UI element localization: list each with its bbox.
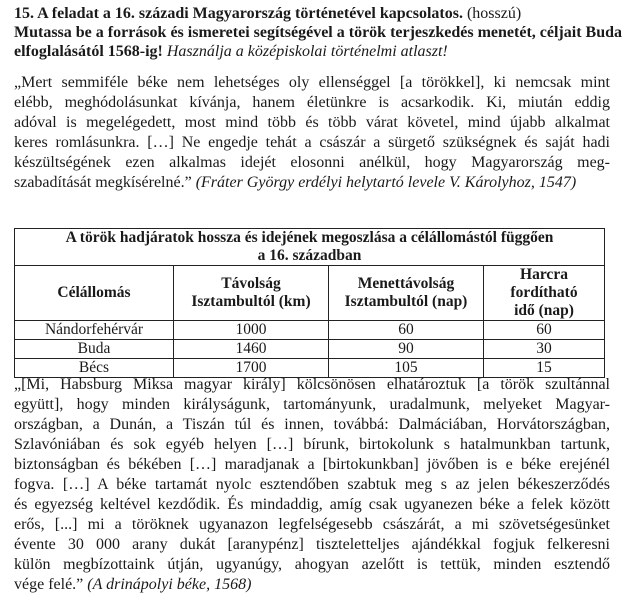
table-caption xyxy=(15,229,605,266)
source2-line: együtt], hogy minden királyságunk, tartományunk, uradalmunk, melyeket Magyar- xyxy=(14,396,610,413)
cell-march: 105 xyxy=(329,359,484,378)
header-destination-label: Célállomás xyxy=(57,284,131,301)
header-battle-l2: idő (nap) xyxy=(514,302,574,319)
source1-line: „Mert semmiféle béke nem lehetséges oly ellenséggel [a törökkel], ki nemcsak mint xyxy=(14,74,610,91)
header-battle-l1: Harcra fordítható xyxy=(510,266,578,301)
source2-last-line xyxy=(14,575,251,594)
table-caption-line-1: A török hadjáratok hossza és idejének megoszlása a célállomástól függően xyxy=(65,229,554,246)
source2-line: erős, [...] mi a töröknek ugyanazon legfelségesebb császárát, a mi szövetségesünket xyxy=(14,516,610,533)
task-type: (hosszú) xyxy=(462,5,522,22)
cell-destination: Nándorfehérvár xyxy=(15,321,174,340)
source1-last-line xyxy=(14,173,576,192)
table-row xyxy=(15,340,605,359)
source1-line: készültségének ezen alkalmas idejét elosonni anélkül, hogy Magyarország meg- xyxy=(14,154,610,171)
source2-line: Szlavóniában és sok egyéb helyen […] bírunk, birtokolunk s hatalmunkban tartunk, xyxy=(14,436,610,453)
header-distance-l2: Isztambultól (km) xyxy=(191,293,311,310)
source2-line: fogva. […] A béke tartamát nyolc esztendőben szabtuk meg s az jelen békeszerződés xyxy=(14,476,610,493)
source2-line: biztonságban és békében […] maradjanak a [birtokunkban] jövőben is e béke erejénél xyxy=(14,456,610,473)
task-instruction-line-1: Mutassa be a források és ismeretei segítségével a török terjeszkedés menetét, céljait Buda xyxy=(14,24,622,41)
source2-line: országban, a Dunán, a Tiszán túl és innen, továbbá: Dalmáciában, Horvátországban, xyxy=(14,416,610,433)
header-march-l1: Menettávolság xyxy=(357,275,455,292)
cell-battle: 30 xyxy=(484,340,605,359)
header-distance xyxy=(174,266,329,321)
source1-text-end: szabadítását megkísérelné.” xyxy=(14,174,192,191)
source2-line: évente 30 000 arany dukát [aranypénz] tiszteletteljes ajándékkal fogjuk felkeresni xyxy=(14,536,610,553)
header-march-l2: Isztambultól (nap) xyxy=(344,293,468,310)
cell-distance: 1700 xyxy=(174,359,329,378)
cell-march: 60 xyxy=(329,321,484,340)
cell-battle: 15 xyxy=(484,359,605,378)
cell-destination: Bécs xyxy=(15,359,174,378)
header-distance-l1: Távolság xyxy=(221,275,281,292)
source1-line: keres romlásunkra. […] Ne engedje tehát a császár a sürgető szükségnek és saját hadi xyxy=(14,134,610,151)
source2-text-end: vége felé.” xyxy=(14,576,84,593)
source1-line: elébb, meghódolásunkat kívánja, hanem életünkre is acsarkodik. Ki, miután eddig xyxy=(14,94,610,111)
task-instruction-line-2 xyxy=(14,42,448,61)
cell-destination: Buda xyxy=(15,340,174,359)
cell-battle: 60 xyxy=(484,321,605,340)
source1-line: adóval is megelégedett, most mind több és több várat követel, mind újabb alkalmat xyxy=(14,114,610,131)
task-instruction-main: elfoglalásától 1568-ig! xyxy=(14,43,163,60)
source2-citation: (A drinápolyi béke, 1568) xyxy=(83,576,252,593)
cell-distance: 1460 xyxy=(174,340,329,359)
source1-citation: (Fráter György erdélyi helytartó levele V. Károlyhoz, 1547) xyxy=(191,174,577,191)
table-row xyxy=(15,321,605,340)
header-march xyxy=(329,266,484,321)
source2-line: „[Mi, Habsburg Miksa magyar király] kölcsönösen elhatároztuk [a török szultánnal xyxy=(14,376,610,393)
table-caption-line-2: a 16. században xyxy=(257,247,362,264)
task-heading: 15. A feladat a 16. századi Magyarország történetével kapcsolatos. xyxy=(14,5,463,22)
cell-march: 90 xyxy=(329,340,484,359)
task-heading-line xyxy=(14,4,521,23)
header-battle-time xyxy=(484,266,605,321)
source2-line: külön megbízottaink útján, ugyanúgy, ahogyan azelőtt is tettük, minden esztendő xyxy=(14,556,610,573)
cell-distance: 1000 xyxy=(174,321,329,340)
header-destination xyxy=(15,266,174,321)
task-instruction-extra: Használja a középiskolai történelmi atlaszt! xyxy=(162,43,448,60)
source2-line: és egyezség keltével kezdődik. És mindaddig, amíg csak ugyanezen béke a felek között xyxy=(14,496,610,513)
campaign-table xyxy=(14,228,605,378)
